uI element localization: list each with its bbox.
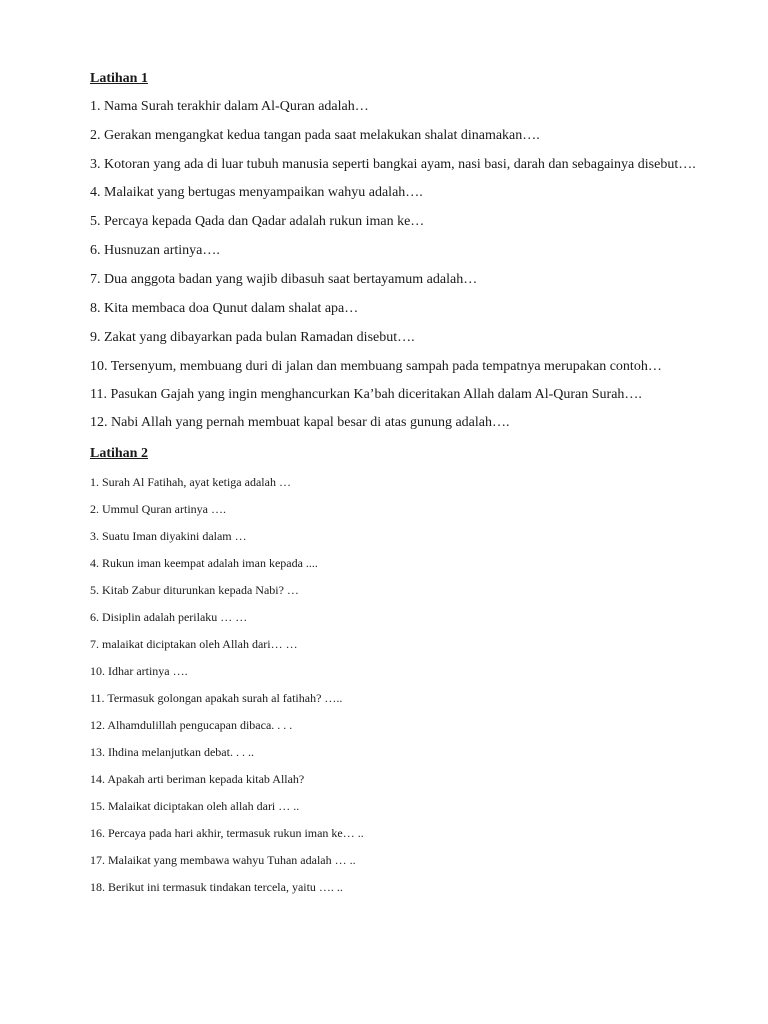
question-list-latihan-1 xyxy=(90,99,710,431)
section-title-latihan-2: Latihan 2 xyxy=(90,446,148,461)
question-item: 10. Tersenyum, membuang duri di jalan dan membuang sampah pada tempatnya merupakan contoh… xyxy=(90,359,662,374)
section-title-latihan-1: Latihan 1 xyxy=(90,71,148,86)
question-item: 3. Suatu Iman diyakini dalam … xyxy=(90,529,247,543)
question-item: 7. Dua anggota badan yang wajib dibasuh saat bertayamum adalah… xyxy=(90,272,478,287)
question-item: 12. Alhamdulillah pengucapan dibaca. . . . xyxy=(90,718,293,732)
question-item: 14. Apakah arti beriman kepada kitab Allah? xyxy=(90,772,305,786)
question-item: 12. Nabi Allah yang pernah membuat kapal besar di atas gunung adalah…. xyxy=(90,415,510,430)
question-item: 2. Ummul Quran artinya …. xyxy=(90,502,226,516)
question-item: 11. Termasuk golongan apakah surah al fatihah? ….. xyxy=(90,691,343,705)
question-item: 8. Kita membaca doa Qunut dalam shalat apa… xyxy=(90,301,359,316)
question-item: 11. Pasukan Gajah yang ingin menghancurkan Ka’bah diceritakan Allah dalam Al-Quran Surah…. xyxy=(90,387,642,402)
question-item: 6. Disiplin adalah perilaku … … xyxy=(90,610,248,624)
question-item: 5. Percaya kepada Qada dan Qadar adalah rukun iman ke… xyxy=(90,214,425,229)
question-item: 5. Kitab Zabur diturunkan kepada Nabi? … xyxy=(90,583,299,597)
question-item: 18. Berikut ini termasuk tindakan tercela, yaitu …. .. xyxy=(90,880,343,894)
question-item: 3. Kotoran yang ada di luar tubuh manusia seperti bangkai ayam, nasi basi, darah dan sebagainya disebut…. xyxy=(90,157,696,172)
question-item: 1. Nama Surah terakhir dalam Al-Quran adalah… xyxy=(90,99,369,114)
question-item: 4. Rukun iman keempat adalah iman kepada .... xyxy=(90,556,318,570)
question-item: 16. Percaya pada hari akhir, termasuk rukun iman ke… .. xyxy=(90,826,364,840)
question-item: 4. Malaikat yang bertugas menyampaikan wahyu adalah…. xyxy=(90,185,423,200)
document-page xyxy=(90,70,710,895)
question-item: 17. Malaikat yang membawa wahyu Tuhan adalah … .. xyxy=(90,853,356,867)
question-item: 2. Gerakan mengangkat kedua tangan pada saat melakukan shalat dinamakan…. xyxy=(90,128,540,143)
question-item: 13. Ihdina melanjutkan debat. . . .. xyxy=(90,745,254,759)
question-item: 7. malaikat diciptakan oleh Allah dari… … xyxy=(90,637,298,651)
question-item: 9. Zakat yang dibayarkan pada bulan Ramadan disebut…. xyxy=(90,330,415,345)
question-item: 6. Husnuzan artinya…. xyxy=(90,243,220,258)
question-item: 15. Malaikat diciptakan oleh allah dari … .. xyxy=(90,799,300,813)
question-list-latihan-2 xyxy=(90,475,710,895)
question-item: 1. Surah Al Fatihah, ayat ketiga adalah … xyxy=(90,475,291,489)
question-item: 10. Idhar artinya …. xyxy=(90,664,188,678)
